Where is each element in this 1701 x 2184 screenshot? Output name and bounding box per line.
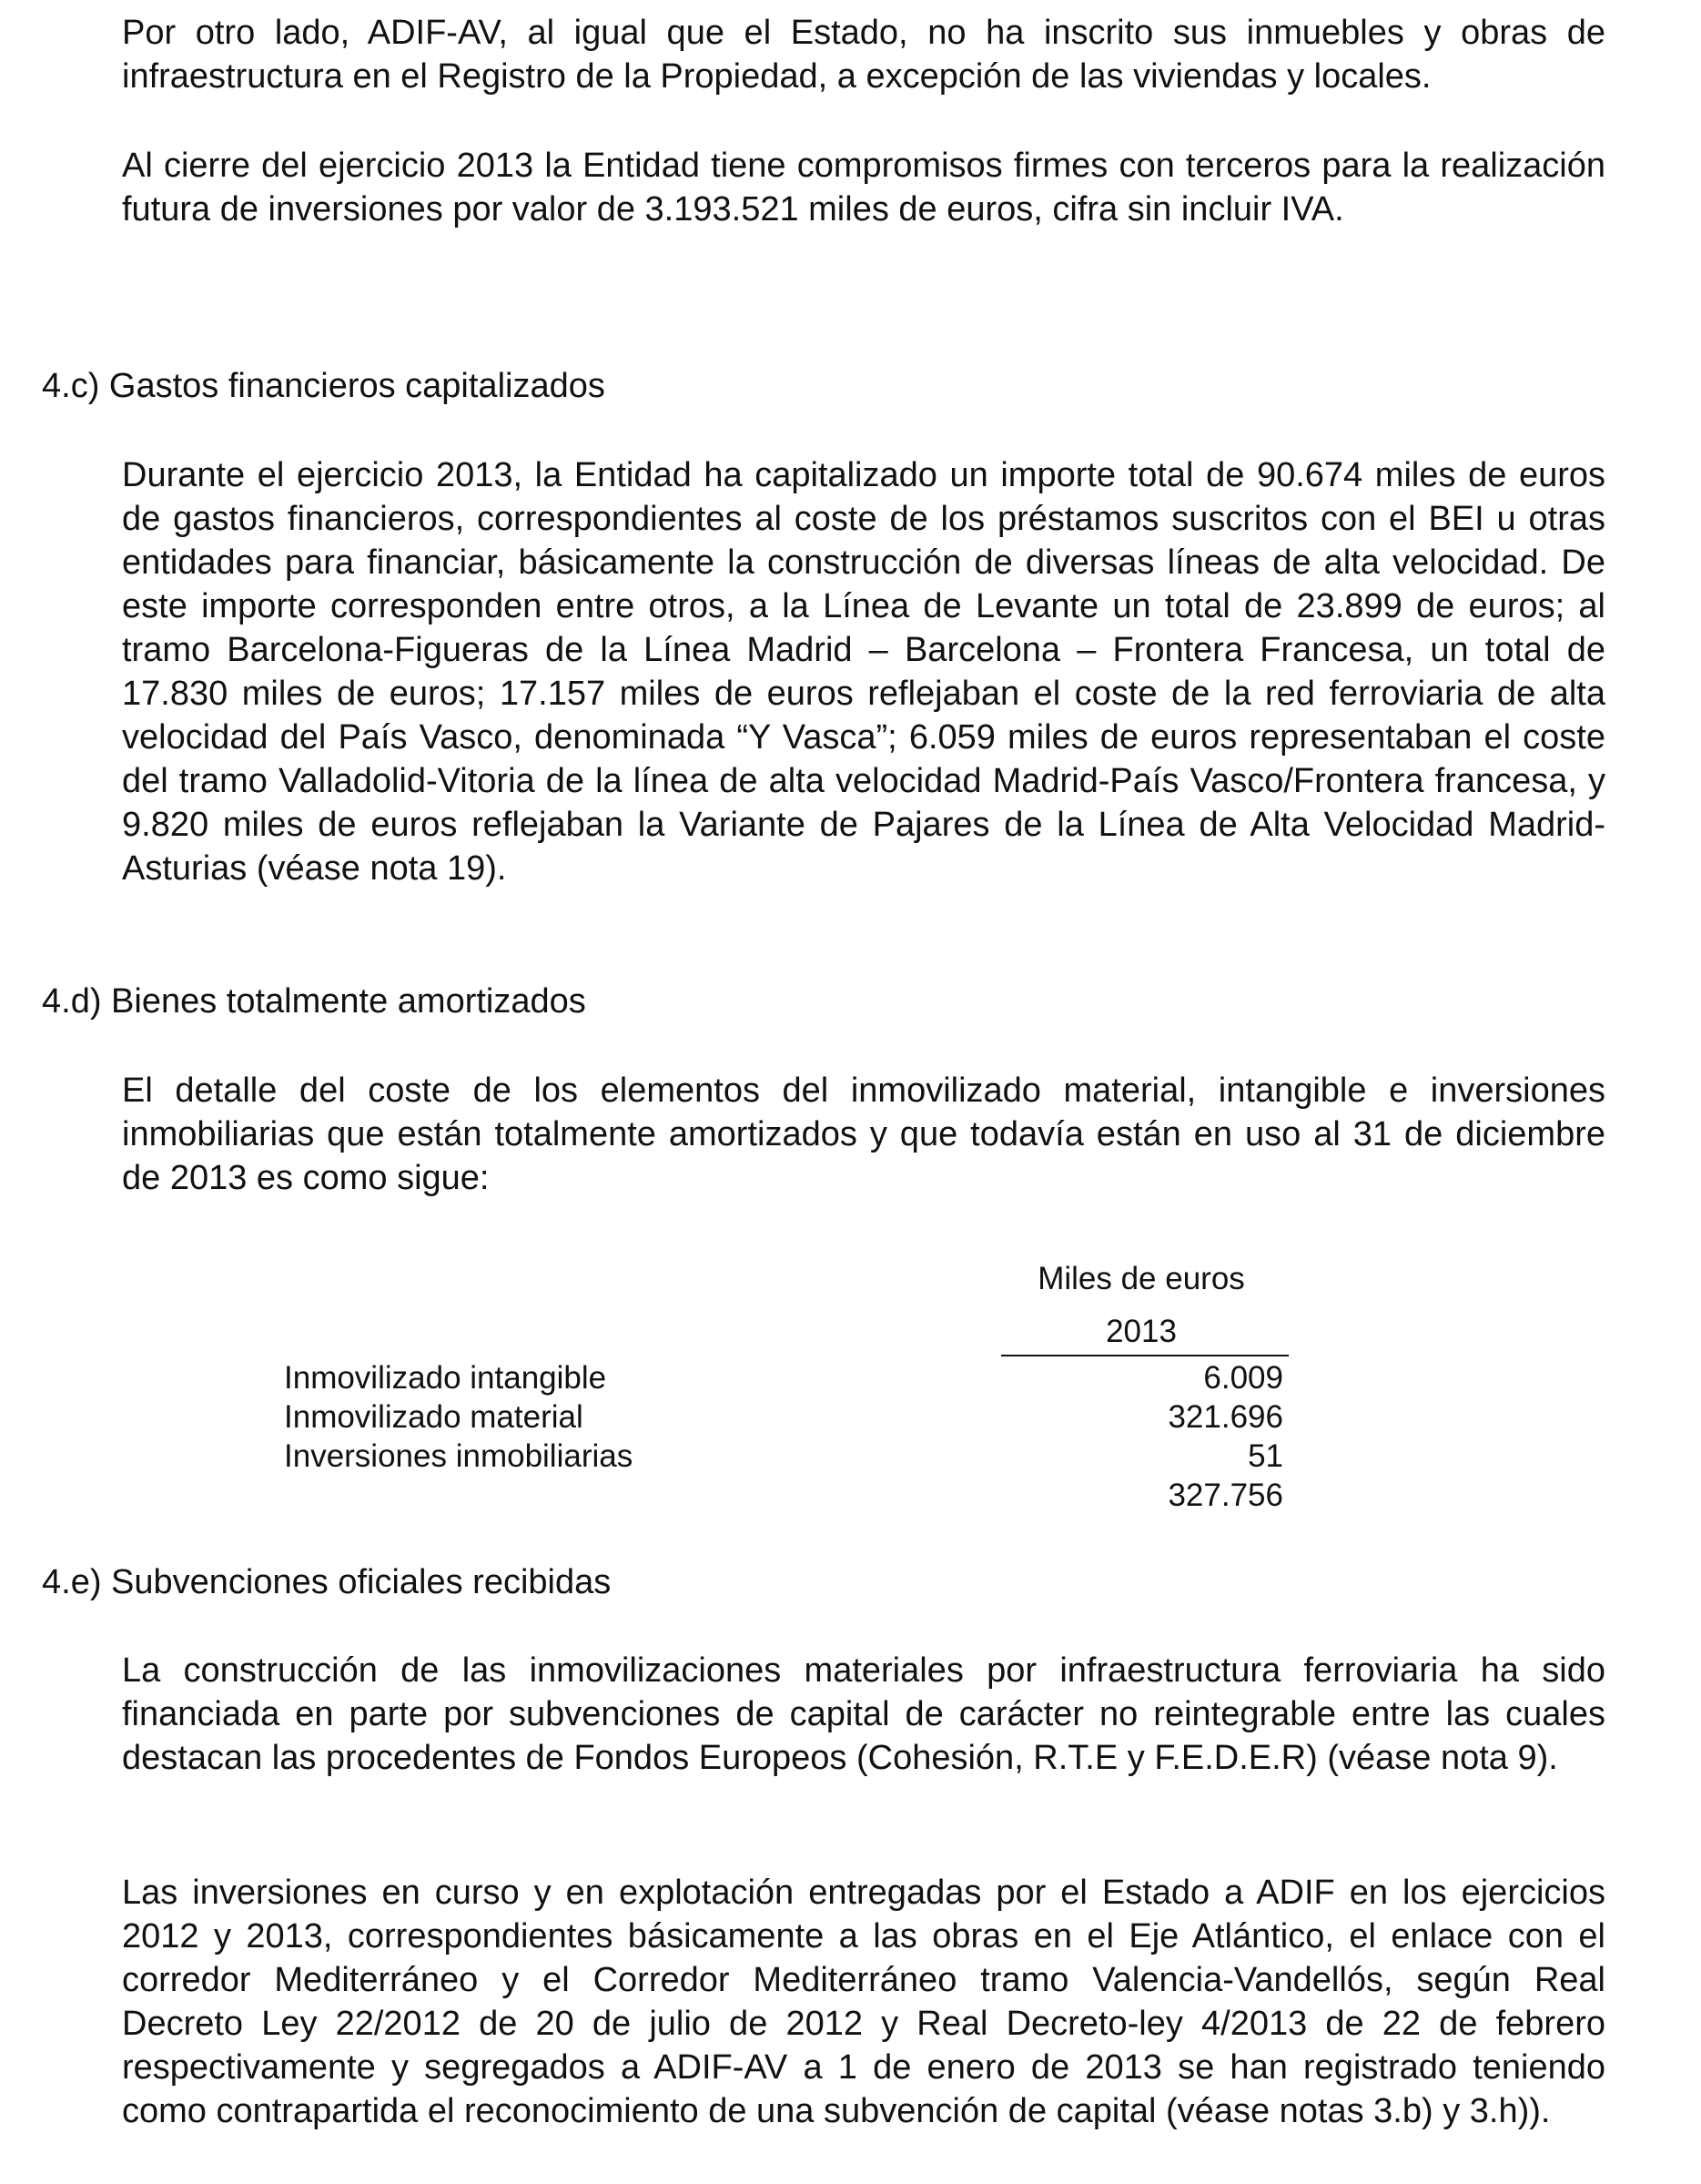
section-heading-4d: 4.d) Bienes totalmente amortizados xyxy=(42,982,586,1021)
section-heading-4c: 4.c) Gastos financieros capitalizados xyxy=(42,367,605,405)
table-row-label: Inmovilizado material xyxy=(284,1399,583,1435)
table-header-rule xyxy=(1001,1355,1289,1356)
table-total-value: 327.756 xyxy=(1168,1478,1283,1513)
table-row-value: 6.009 xyxy=(1203,1360,1283,1396)
paragraph-subvenciones-fondos: La construcción de las inmovilizaciones materiales por infraestructura ferroviaria ha sido financiada en parte por subvenciones de capital de carácter no reintegrable entre las cuales destacan las procedentes de Fondos Europeos (Cohesión, R.T.E y F.E.D.E.R) (véase nota 9). xyxy=(122,1651,1605,1777)
paragraph-gastos-financieros: Durante el ejercicio 2013, la Entidad ha capitalizado un importe total de 90.674 miles de euros de gastos financieros, correspondientes al coste de los préstamos suscritos con el BEI u otras entidades para financiar, básicamente la construcción de diversas líneas de alta velocidad. De este importe corresponden entre otros, a la Línea de Levante un total de 23.899 de euros; al tramo Barcelona-Figueras de la Línea Madrid – Barcelona – Frontera Francesa, un total de 17.830 miles de euros; 17.157 miles de euros reflejaban el coste de la red ferroviaria de alta velocidad del País Vasco, denominada “Y Vasca”; 6.059 miles de euros representaban el coste del tramo Valladolid-Vitoria de la línea de alta velocidad Madrid-País Vasco/Frontera francesa, y 9.820 miles de euros reflejaban la Variante de Pajares de la Línea de Alta Velocidad Madrid-Asturias (véase nota 19). xyxy=(122,456,1605,888)
table-year-header: 2013 xyxy=(1106,1314,1177,1349)
table-unit-header: Miles de euros xyxy=(1038,1261,1245,1296)
table-row-label: Inversiones inmobiliarias xyxy=(284,1438,633,1474)
paragraph-detalle-coste: El detalle del coste de los elementos del inmovilizado material, intangible e inversiones inmobiliarias que están totalmente amortizados y que todavía están en uso al 31 de diciembre de 2013 es como sigue: xyxy=(122,1072,1605,1197)
paragraph-compromisos-firmes: Al cierre del ejercicio 2013 la Entidad tiene compromisos firmes con terceros para la realización futura de inversiones por valor de 3.193.521 miles de euros, cifra sin incluir IVA. xyxy=(122,147,1605,229)
paragraph-inversiones-estado: Las inversiones en curso y en explotación entregadas por el Estado a ADIF en los ejercicios 2012 y 2013, correspondientes básicamente a las obras en el Eje Atlántico, el enlace con el corredor Mediterráneo y el Corredor Mediterráneo tramo Valencia-Vandellós, según Real Decreto Ley 22/2012 de 20 de julio de 2012 y Real Decreto-ley 4/2013 de 22 de febrero respectivamente y segregados a ADIF-AV a 1 de enero de 2013 se han registrado teniendo como contrapartida el reconocimiento de una subvención de capital (véase notas 3.b) y 3.h)). xyxy=(122,1874,1605,2130)
table-row-value: 51 xyxy=(1248,1438,1283,1474)
paragraph-registro-propiedad: Por otro lado, ADIF-AV, al igual que el Estado, no ha inscrito sus inmuebles y obras de infraestructura en el Registro de la Propiedad, a excepción de las viviendas y locales. xyxy=(122,14,1605,96)
table-row-label: Inmovilizado intangible xyxy=(284,1360,607,1396)
section-heading-4e: 4.e) Subvenciones oficiales recibidas xyxy=(42,1563,612,1601)
table-row-value: 321.696 xyxy=(1168,1399,1283,1435)
